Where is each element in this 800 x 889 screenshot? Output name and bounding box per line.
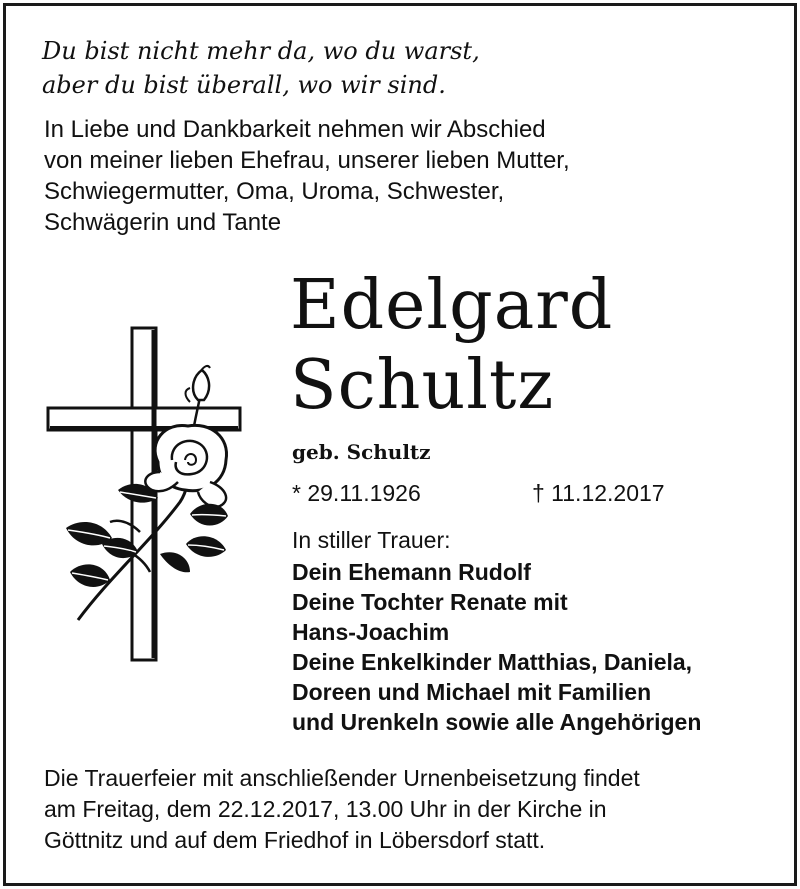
- death-date: † 11.12.2017: [532, 480, 665, 506]
- cross-with-rose-icon: [40, 322, 250, 667]
- intro-text: [44, 114, 570, 238]
- mourner-line-1: Dein Ehemann Rudolf: [292, 559, 531, 585]
- mourner-line-5: Doreen und Michael mit Familien: [292, 679, 652, 705]
- funeral-service-info: [44, 763, 640, 856]
- first-name: Edelgard: [290, 266, 614, 345]
- mourners-label: In stiller Trauer:: [292, 527, 451, 553]
- intro-line-2: von meiner lieben Ehefrau, unserer lieben Mutter,: [44, 147, 570, 174]
- service-line-3: Göttnitz und auf dem Friedhof in Löbersdorf statt.: [44, 827, 546, 853]
- mourner-line-4: Deine Enkelkinder Matthias, Daniela,: [292, 649, 693, 675]
- birth-name: geb. Schultz: [292, 440, 431, 464]
- birth-date: * 29.11.1926: [292, 480, 421, 506]
- quote-line-1: Du bist nicht mehr da, wo du warst,: [42, 37, 480, 65]
- intro-line-3: Schwiegermutter, Oma, Uroma, Schwester,: [44, 178, 505, 205]
- quote-line-2: aber du bist überall, wo wir sind.: [42, 71, 446, 99]
- service-line-1: Die Trauerfeier mit anschließender Urnenbeisetzung findet: [44, 765, 640, 791]
- mourner-line-2: Deine Tochter Renate mit: [292, 589, 568, 615]
- mourner-line-3: Hans-Joachim: [292, 619, 450, 645]
- service-line-2: am Freitag, dem 22.12.2017, 13.00 Uhr in der Kirche in: [44, 796, 607, 822]
- intro-line-4: Schwägerin und Tante: [44, 209, 282, 236]
- intro-line-1: In Liebe und Dankbarkeit nehmen wir Abschied: [44, 116, 546, 143]
- mourner-line-6: und Urenkeln sowie alle Angehörigen: [292, 709, 702, 735]
- last-name: Schultz: [290, 346, 555, 425]
- memorial-quote: [42, 34, 480, 102]
- mourners-list: [292, 557, 701, 737]
- deceased-name: [290, 266, 613, 426]
